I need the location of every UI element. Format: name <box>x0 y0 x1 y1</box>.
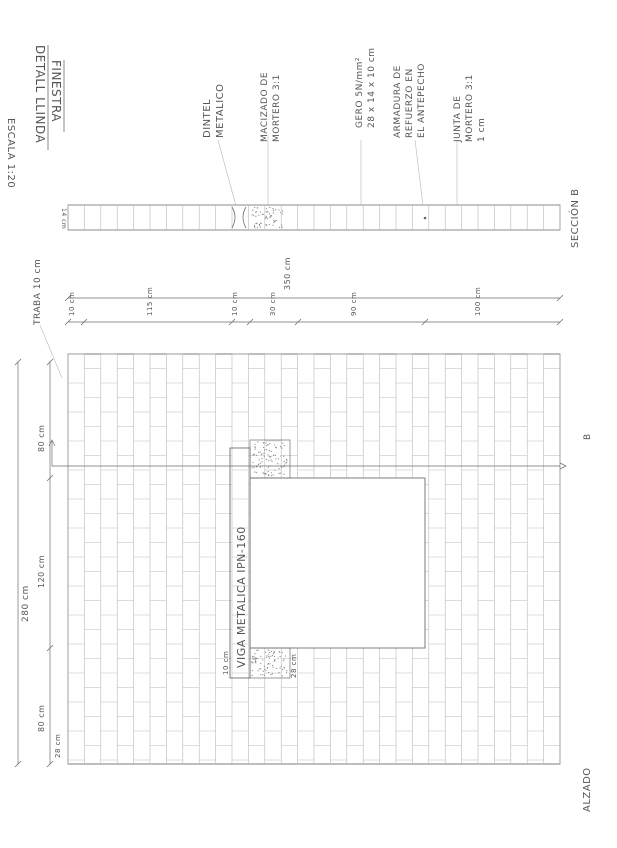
stipple-dot <box>272 208 273 209</box>
stipple-dot <box>266 449 267 450</box>
stipple-dot <box>280 446 281 447</box>
stipple-dot <box>284 461 285 462</box>
section-thickness-label: 14 cm <box>60 208 67 230</box>
stipple-dot <box>269 663 270 664</box>
stipple-dot <box>273 220 274 221</box>
stipple-dot <box>258 215 259 216</box>
section-mortar-fill <box>252 207 284 229</box>
stipple-dot <box>281 227 282 228</box>
stipple-dot <box>260 467 261 468</box>
stipple-dot <box>258 464 259 465</box>
stipple-dot <box>280 656 281 657</box>
stipple-dot <box>280 473 281 474</box>
stipple-dot <box>269 443 270 444</box>
stipple-dot <box>284 445 285 446</box>
stipple-dot <box>262 659 263 660</box>
width-middle-label: 120 cm <box>37 554 46 588</box>
scale-label: ESCALA 1:20 <box>5 118 16 189</box>
stipple-dot <box>282 652 283 653</box>
stipple-dot <box>267 218 268 219</box>
stipple-dot <box>273 474 274 475</box>
stipple-dot <box>282 669 283 670</box>
stipple-dot <box>282 213 283 214</box>
section-lintel-shape <box>232 207 246 228</box>
stipple-dot <box>259 225 260 226</box>
title-line-2: FINESTRA <box>49 60 63 123</box>
stipple-dot <box>278 672 279 673</box>
stipple-dot <box>258 452 259 453</box>
stipple-dot <box>272 665 273 666</box>
stipple-dot <box>268 672 269 673</box>
stipple-dot <box>278 209 279 210</box>
stipple-dot <box>272 655 273 656</box>
stipple-dot <box>268 471 269 472</box>
stipple-dot <box>260 226 261 227</box>
stipple-dot <box>276 447 277 448</box>
stipple-dot <box>279 473 280 474</box>
stipple-dot <box>277 463 278 464</box>
title-line-1: DETALL LLINDA <box>33 45 47 144</box>
stipple-dot <box>263 671 264 672</box>
stipple-dot <box>271 461 272 462</box>
stipple-dot <box>253 455 254 456</box>
stipple-dot <box>274 651 275 652</box>
dim-seg2-label: 115 cm <box>146 286 154 316</box>
stipple-dot <box>259 224 260 225</box>
stipple-dot <box>254 471 255 472</box>
dim-seg5-label: 90 cm <box>350 291 358 316</box>
stipple-dot <box>268 653 269 654</box>
stipple-dot <box>270 456 271 457</box>
stipple-dot <box>266 655 267 656</box>
stipple-dot <box>267 454 268 455</box>
stipple-dot <box>264 473 265 474</box>
stipple-dot <box>262 472 263 473</box>
stipple-dot <box>261 453 262 454</box>
stipple-dot <box>255 449 256 450</box>
stipple-dot <box>255 661 256 662</box>
traba-label: TRABA 10 cm <box>33 258 43 325</box>
stipple-dot <box>271 651 272 652</box>
stipple-dot <box>251 661 252 662</box>
leader-traba <box>40 325 62 378</box>
stipple-dot <box>252 214 253 215</box>
stipple-dot <box>266 459 267 460</box>
stipple-dot <box>263 453 264 454</box>
dim-seg4-label: 30 cm <box>269 291 277 316</box>
stipple-dot <box>285 655 286 656</box>
annotation-mortar-fill: MACIZADO DE MORTERO 3:1 <box>260 71 282 142</box>
stipple-dot <box>265 670 266 671</box>
stipple-dot <box>259 459 260 460</box>
stipple-dot <box>271 475 272 476</box>
stipple-dot <box>265 217 266 218</box>
stipple-dot <box>260 222 261 223</box>
stipple-dot <box>262 674 263 675</box>
stipple-dot <box>252 662 253 663</box>
stipple-dot <box>261 458 262 459</box>
stipple-dot <box>273 454 274 455</box>
stipple-dot <box>275 458 276 459</box>
stipple-dot <box>276 668 277 669</box>
beam-label: VIGA METALICA IPN-160 <box>235 526 248 668</box>
stipple-dot <box>254 467 255 468</box>
stipple-dot <box>252 467 253 468</box>
stipple-dot <box>273 225 274 226</box>
stipple-dot <box>278 468 279 469</box>
stipple-dot <box>260 211 261 212</box>
stipple-dot <box>279 227 280 228</box>
stipple-dot <box>270 216 271 217</box>
dim-seg1-label: 10 cm <box>68 291 76 316</box>
stipple-dot <box>257 441 258 442</box>
stipple-dot <box>265 218 266 219</box>
stipple-dot <box>266 445 267 446</box>
stipple-dot <box>256 211 257 212</box>
stipple-dot <box>281 447 282 448</box>
stipple-dot <box>265 442 266 443</box>
stipple-dot <box>275 455 276 456</box>
stipple-dot <box>256 455 257 456</box>
stipple-dot <box>254 653 255 654</box>
stipple-dot <box>252 657 253 658</box>
stipple-dot <box>274 660 275 661</box>
lintel-depth-label: 10 cm <box>222 650 230 675</box>
stipple-dot <box>267 668 268 669</box>
stipple-dot <box>285 462 286 463</box>
section-joints <box>68 205 560 230</box>
stipple-dot <box>265 473 266 474</box>
stipple-dot <box>269 657 270 658</box>
stipple-dot <box>254 227 255 228</box>
stipple-dot <box>282 675 283 676</box>
stipple-dot <box>266 225 267 226</box>
stipple-dot <box>272 673 273 674</box>
stipple-dot <box>267 444 268 445</box>
stipple-dot <box>283 660 284 661</box>
stipple-dot <box>257 227 258 228</box>
stipple-dot <box>275 220 276 221</box>
stipple-dot <box>281 224 282 225</box>
stipple-dot <box>267 664 268 665</box>
stipple-dot <box>268 467 269 468</box>
stipple-dot <box>255 658 256 659</box>
stipple-dot <box>260 656 261 657</box>
stipple-dot <box>284 667 285 668</box>
stipple-dot <box>252 210 253 211</box>
stipple-dot <box>254 207 255 208</box>
stipple-dot <box>269 207 270 208</box>
stipple-dot <box>264 449 265 450</box>
stipple-dot <box>273 667 274 668</box>
stipple-dot <box>264 666 265 667</box>
section-b <box>60 47 581 248</box>
stipple-dot <box>263 442 264 443</box>
stipple-dot <box>252 462 253 463</box>
annotation-lintel: DINTEL METALICO <box>202 83 226 138</box>
stipple-dot <box>261 461 262 462</box>
stipple-dot <box>279 652 280 653</box>
stipple-dot <box>268 460 269 461</box>
stipple-dot <box>264 456 265 457</box>
elevation-title: ALZADO <box>582 767 593 812</box>
stipple-dot <box>274 656 275 657</box>
stipple-dot <box>264 675 265 676</box>
stipple-dot <box>271 451 272 452</box>
width-ticks <box>15 359 53 767</box>
stipple-dot <box>282 442 283 443</box>
stipple-dot <box>254 226 255 227</box>
section-arrow-bottom <box>560 463 566 469</box>
stipple-dot <box>257 207 258 208</box>
stipple-dot <box>270 674 271 675</box>
stipple-dot <box>274 444 275 445</box>
section-cut-line <box>52 440 560 466</box>
leader-lintel <box>218 140 236 206</box>
width-left-label: 80 cm <box>37 704 46 732</box>
stipple-dot <box>255 223 256 224</box>
stipple-dot <box>266 657 267 658</box>
stipple-dot <box>255 216 256 217</box>
dim-ticks <box>65 295 563 325</box>
annotation-brick: GERO 5N/mm² 28 x 14 x 10 cm <box>355 47 377 128</box>
dim-seg6-label: 100 cm <box>474 286 482 316</box>
stipple-dot <box>264 669 265 670</box>
stipple-dot <box>266 216 267 217</box>
stipple-dot <box>278 458 279 459</box>
stipple-dot <box>269 456 270 457</box>
stipple-dot <box>269 213 270 214</box>
stipple-dot <box>269 652 270 653</box>
leader-reinforcement <box>415 140 423 206</box>
stipple-dot <box>273 653 274 654</box>
stipple-dot <box>252 675 253 676</box>
stipple-dot <box>260 674 261 675</box>
stipple-dot <box>260 463 261 464</box>
stipple-dot <box>257 658 258 659</box>
stipple-dot <box>283 456 284 457</box>
dim-seg3-label: 10 cm <box>231 291 239 316</box>
stipple-dot <box>268 649 269 650</box>
stipple-dot <box>269 224 270 225</box>
stipple-dot <box>255 662 256 663</box>
width-total-label: 280 cm <box>21 585 31 622</box>
stipple-dot <box>286 462 287 463</box>
stipple-dot <box>266 211 267 212</box>
stipple-dot <box>260 663 261 664</box>
annotation-joint: JUNTA DE MORTERO 3:1 1 cm <box>453 74 487 142</box>
width-right-label: 80 cm <box>37 424 46 452</box>
stipple-dot <box>280 455 281 456</box>
stipple-dot <box>253 659 254 660</box>
stipple-dot <box>275 209 276 210</box>
stipple-dot <box>286 459 287 460</box>
stipple-dot <box>268 475 269 476</box>
stipple-dot <box>284 464 285 465</box>
stipple-dot <box>286 670 287 671</box>
stipple-dot <box>252 670 253 671</box>
section-title: SECCIÓN B <box>570 188 581 248</box>
stipple-dot <box>266 208 267 209</box>
stipple-dot <box>260 451 261 452</box>
elevation <box>49 354 593 812</box>
stipple-dot <box>255 446 256 447</box>
drawing-header <box>5 45 64 188</box>
stipple-dot <box>257 649 258 650</box>
stipple-dot <box>283 474 284 475</box>
stipple-dot <box>279 667 280 668</box>
stipple-dot <box>253 656 254 657</box>
annotation-reinforcement: ARMADURA DE REFUERZO EN EL ANTEPECHO <box>393 63 427 138</box>
stipple-dot <box>281 467 282 468</box>
stipple-dot <box>254 444 255 445</box>
traba-note <box>33 259 62 378</box>
stipple-dot <box>260 668 261 669</box>
stipple-dot <box>281 665 282 666</box>
dim-total-label: 350 cm <box>283 256 292 290</box>
stipple-dot <box>253 215 254 216</box>
stipple-dot <box>269 450 270 451</box>
stipple-dot <box>277 658 278 659</box>
stipple-dot <box>286 460 287 461</box>
width-brick-end-label: 28 cm <box>54 733 62 758</box>
width-dimensions <box>15 359 62 767</box>
section-reinforcement-dot <box>424 217 427 220</box>
stipple-dot <box>269 455 270 456</box>
stipple-dot <box>263 447 264 448</box>
stipple-dot <box>273 210 274 211</box>
stipple-dot <box>280 212 281 213</box>
stipple-dot <box>258 670 259 671</box>
stipple-dot <box>270 656 271 657</box>
stipple-dot <box>270 459 271 460</box>
stipple-dot <box>268 656 269 657</box>
window-opening <box>250 478 425 648</box>
stipple-dot <box>265 652 266 653</box>
stipple-dot <box>282 210 283 211</box>
bearing-label: 28 cm <box>290 653 298 678</box>
stipple-dot <box>256 472 257 473</box>
stipple-dot <box>259 668 260 669</box>
stipple-dot <box>271 472 272 473</box>
stipple-dot <box>252 656 253 657</box>
height-dimensions <box>65 257 563 325</box>
stipple-dot <box>274 221 275 222</box>
stipple-dot <box>286 672 287 673</box>
stipple-dot <box>256 650 257 651</box>
stipple-dot <box>262 214 263 215</box>
section-marker-label: B <box>583 433 593 440</box>
stipple-dot <box>274 470 275 471</box>
stipple-dot <box>273 212 274 213</box>
stipple-dot <box>283 658 284 659</box>
